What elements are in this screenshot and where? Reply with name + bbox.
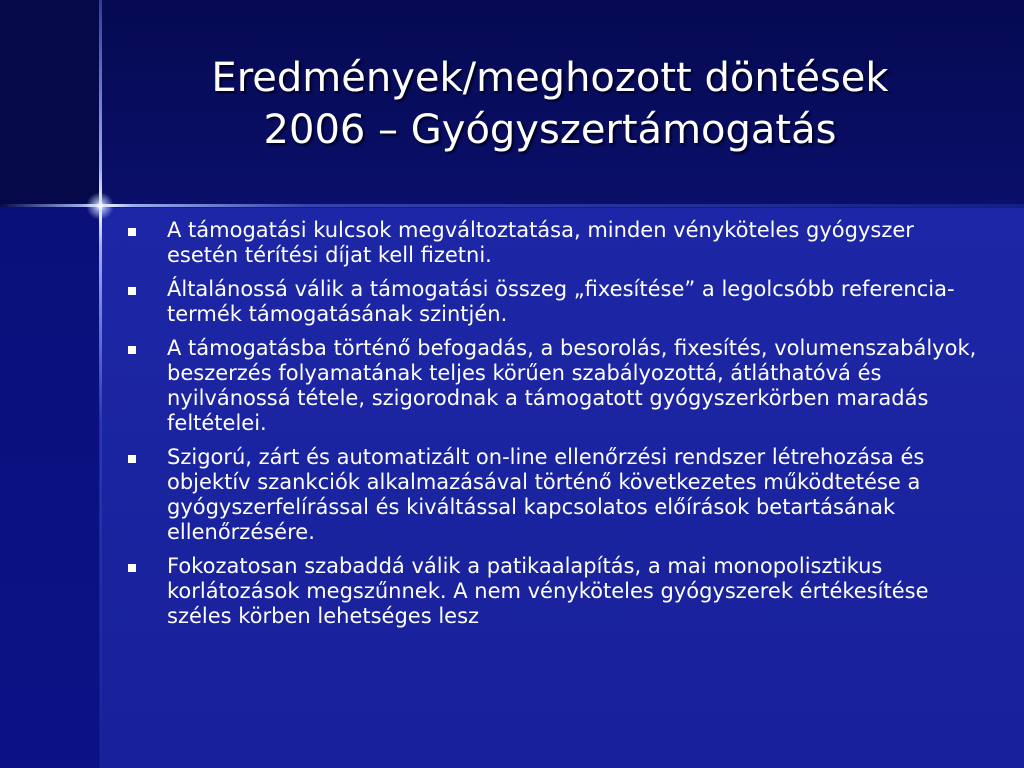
bullet-list (125, 218, 985, 638)
sparkle-cross-icon (86, 192, 114, 220)
square-bullet-icon (128, 564, 136, 572)
bullet-item (125, 277, 985, 327)
bullet-text: Általánossá válik a támogatási összeg „fixesítése” a legolcsóbb referencia-termék támogatásának szintjén. (167, 277, 955, 326)
bullet-text: A támogatásba történő befogadás, a besorolás, fixesítés, volumenszabályok, beszerzés folyamatának teljes körűen szabályozottá, átláthatóvá és nyilvánossá tétele, szigorodnak a támogatott gyógyszerkörben maradás feltételei. (167, 336, 977, 435)
bullet-item (125, 336, 985, 436)
bullet-item (125, 218, 985, 268)
square-bullet-icon (128, 346, 136, 354)
slide-title (110, 52, 990, 156)
sparkle-vertical-line (99, 0, 102, 768)
bullet-text: Fokozatosan szabaddá válik a patikaalapítás, a mai monopolisztikus korlátozások megszűnnek. A nem vényköteles gyógyszerek értékesítése széles körben lehetséges lesz (167, 554, 929, 628)
square-bullet-icon (128, 455, 136, 463)
title-line-2: 2006 – Gyógyszertámogatás (263, 107, 837, 153)
title-line-1: Eredmények/meghozott döntések (211, 55, 889, 101)
header-corner (0, 0, 100, 207)
bullet-text: Szigorú, zárt és automatizált on-line ellenőrzési rendszer létrehozása és objektív szankciók alkalmazásával történő következetes működtetése a gyógyszerfelírással és kiváltással kapcsolatos előírások betartásának ellenőrzésére. (167, 445, 925, 544)
bullet-item (125, 554, 985, 629)
bullet-item (125, 445, 985, 545)
bullet-text: A támogatási kulcsok megváltoztatása, minden vényköteles gyógyszer esetén térítési díjat kell fizetni. (167, 218, 914, 267)
square-bullet-icon (128, 228, 136, 236)
square-bullet-icon (128, 287, 136, 295)
sparkle-horizontal-line (0, 204, 1024, 207)
